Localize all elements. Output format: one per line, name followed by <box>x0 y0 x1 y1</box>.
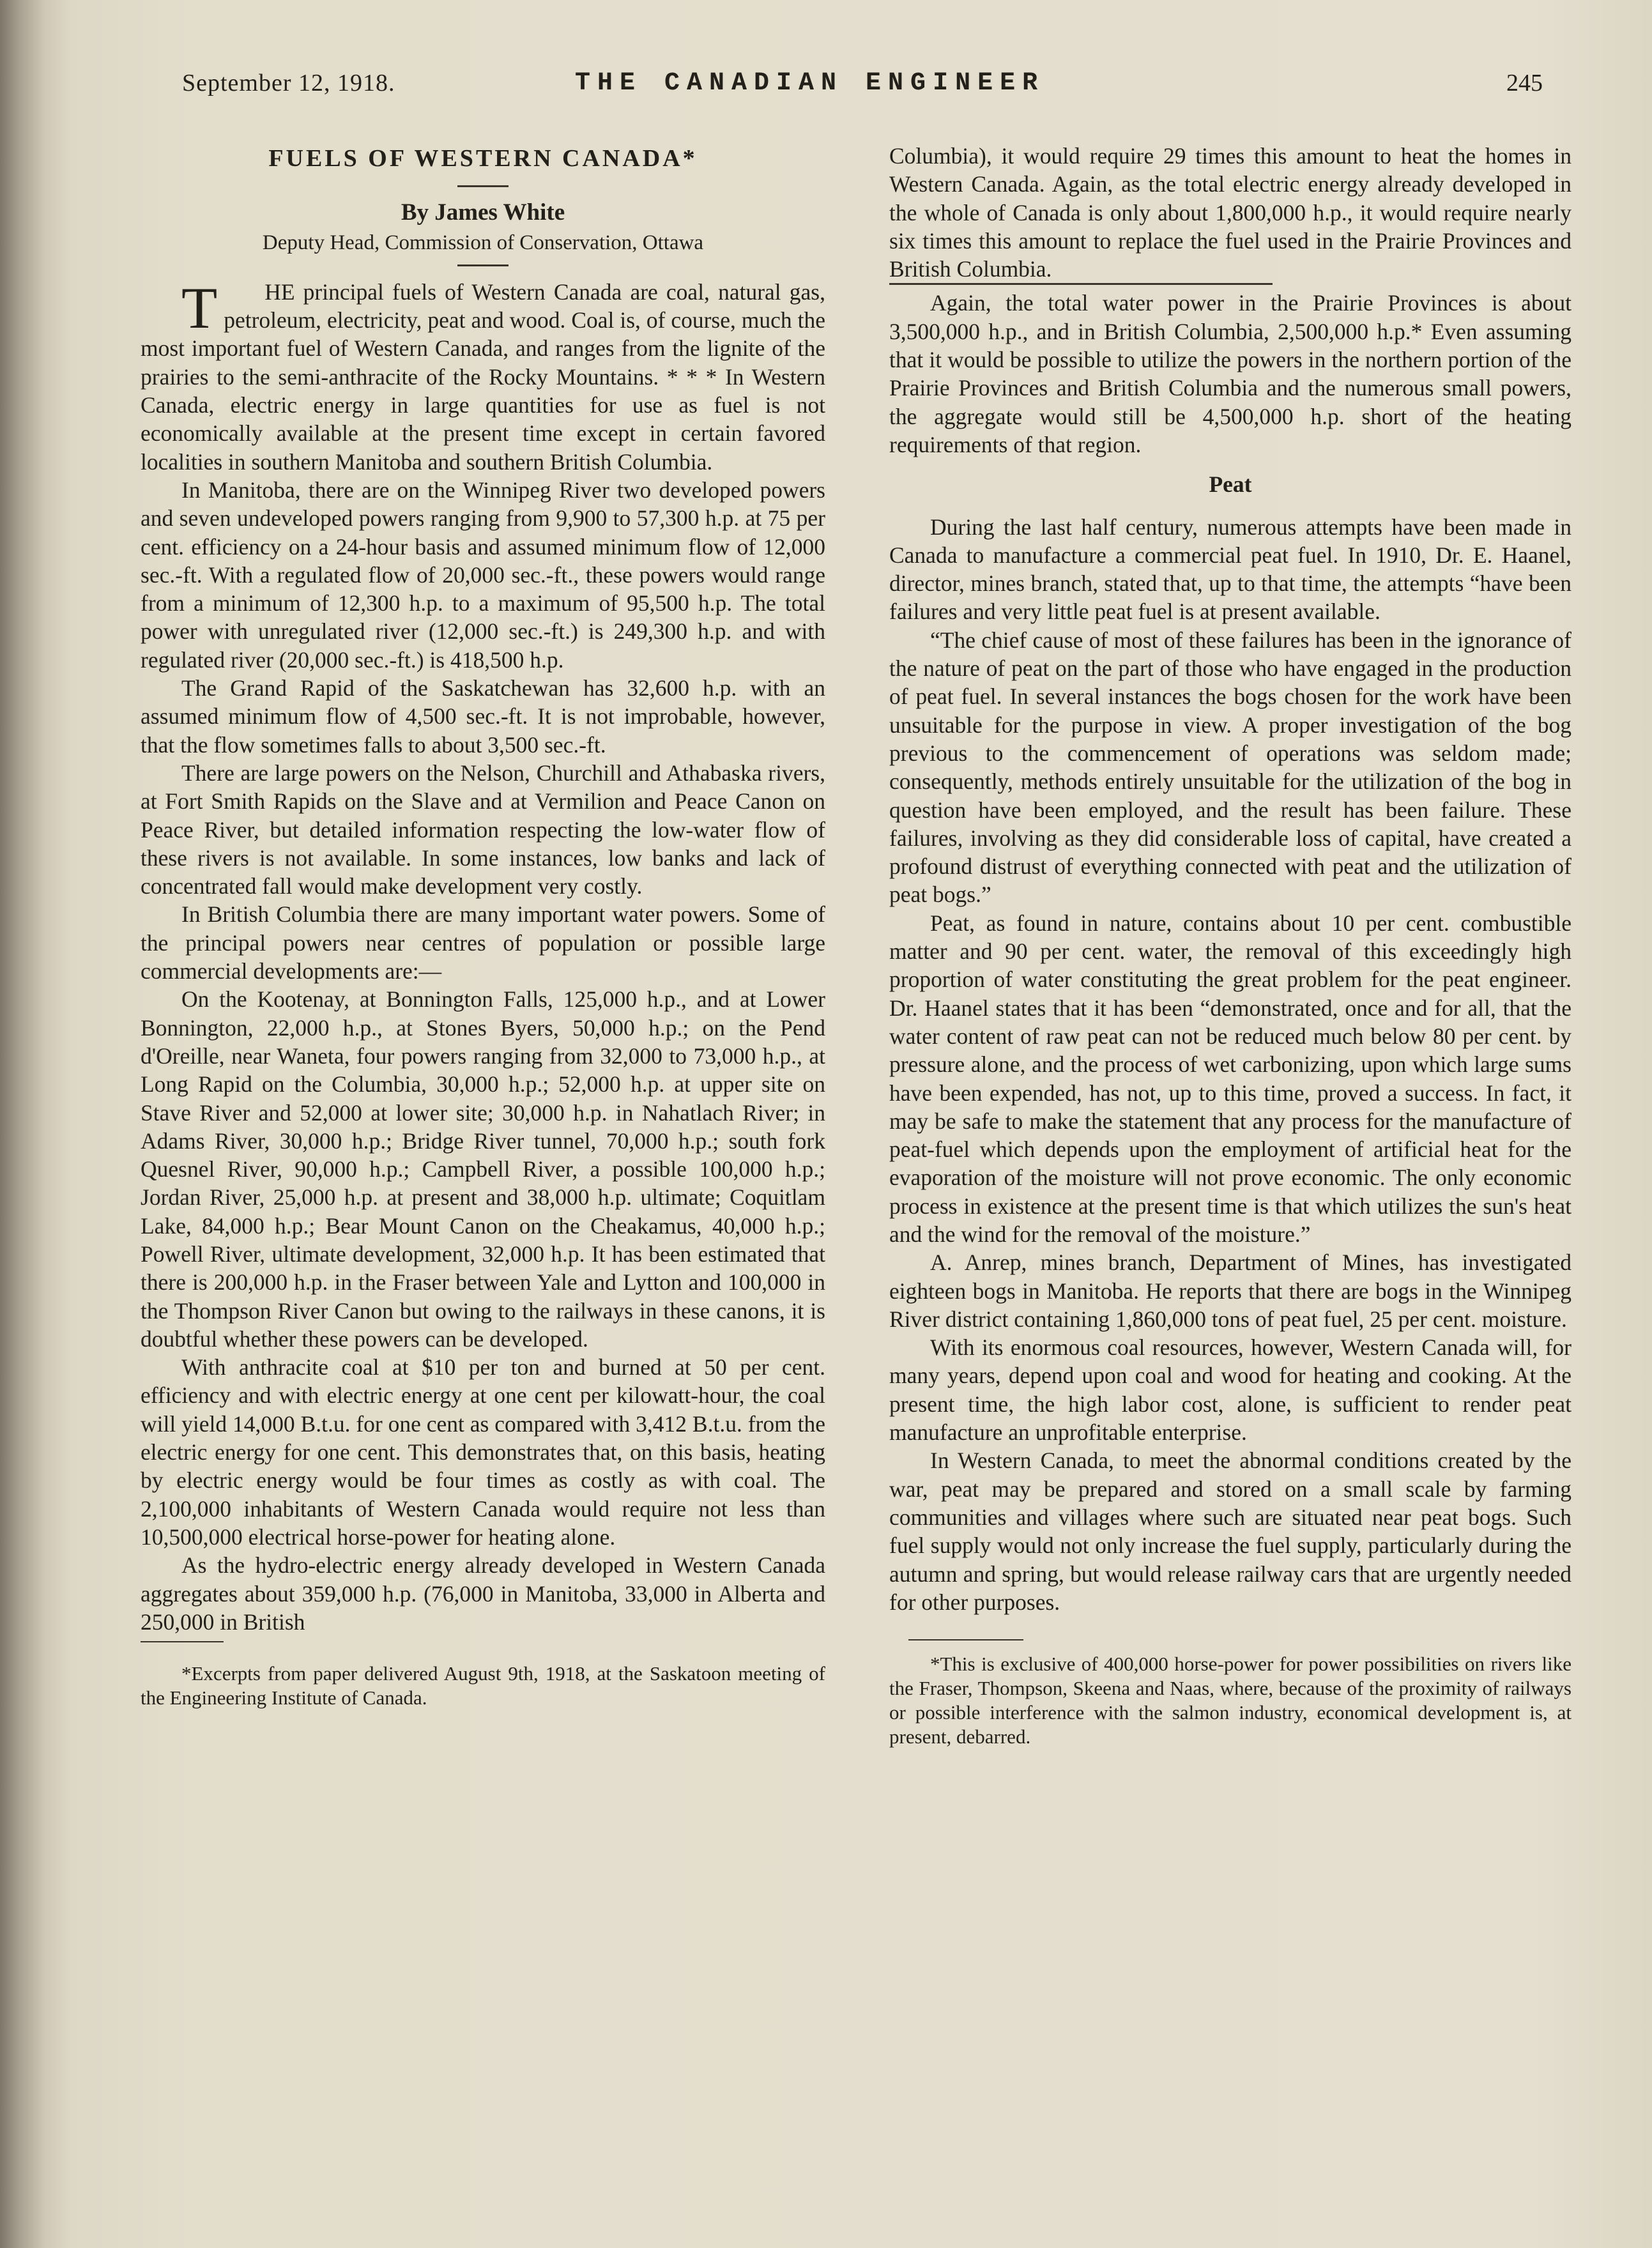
paragraph: “The chief cause of most of these failures has been in the ignorance of the nature of peat on the part of those who have engaged in the production of peat fuel. In several instances the bogs chosen for the work have been unsuitable for the purpose in view. A proper investigation of the bog previous to the commencement of operations was seldom made; consequently, methods entirely unsuitable for the utilization of the bog in question have been employed, and the result has been failure. These failures, involving as they did considerable loss of capital, have created a profound distrust of everything connected with peat and the utilization of peat bogs.” <box>889 627 1572 908</box>
section-divider <box>889 283 1273 285</box>
section-heading-peat: Peat <box>1209 471 1252 498</box>
title-divider <box>457 185 509 187</box>
paragraph: A. Anrep, mines branch, Department of Mines, has investigated eighteen bogs in Manitoba. He reports that there are bogs in the Winnipeg River district containing 1,860,000 tons of peat fuel, 25 per cent. moisture. <box>889 1250 1572 1332</box>
paragraph: Again, the total water power in the Prairie Provinces is about 3,500,000 h.p., and in British Columbia, 2,500,000 h.p.* Even assuming that it would be possible to utilize the powers in the northern portion of the Prairie Provinces and British Columbia and the numerous small powers, the aggregate would still be 4,500,000 h.p. short of the heating requirements of that region. <box>889 290 1572 457</box>
paragraph: In Manitoba, there are on the Winnipeg River two developed powers and seven undeveloped powers ranging from 9,900 to 57,300 h.p. at 75 per cent. efficiency on a 24-hour basis and assumed minimum flow of 12,000 sec.-ft. With a regulated flow of 20,000 sec.-ft., these powers would range from a minimum of 12,300 h.p. to a maximum of 95,500 h.p. The total power with unregulated river (12,000 sec.-ft.) is 249,300 h.p. and with regulated river (20,000 sec.-ft.) is 418,500 h.p. <box>141 477 825 673</box>
left-column <box>141 142 825 1710</box>
byline-divider <box>457 264 509 266</box>
footnote: *This is exclusive of 400,000 horse-power for power possibilities on rivers like the Fraser, Thompson, Skeena and Naas, where, because of the proximity of railways or possible interference with the salmon industry, economical development is, at present, debarred. <box>889 1653 1572 1748</box>
paragraph: Columbia), it would require 29 times this amount to heat the homes in Western Canada. Again, as the total electric energy already developed in the whole of Canada is only about 1,800,000 h.p., it would require nearly six times this amount to replace the fuel used in the Prairie Provinces and British Columbia. <box>889 143 1572 282</box>
paragraph: On the Kootenay, at Bonnington Falls, 125,000 h.p., and at Lower Bonnington, 22,000 h.p., at Stones Byers, 50,000 h.p.; on the Pend d'Oreille, near Waneta, four powers ranging from 32,000 to 73,000 h.p., at Long Rapid on the Columbia, 30,000 h.p.; 52,000 h.p. at upper site on Stave River and 52,000 at lower site; 30,000 h.p. in Nahatlach River; in Adams River, 30,000 h.p.; Bridge River tunnel, 70,000 h.p.; south fork Quesnel River, 90,000 h.p.; Campbell River, a possible 100,000 h.p.; Jordan River, 25,000 h.p. at present and 38,000 h.p. ultimate; Coquitlam Lake, 84,000 h.p.; Bear Mount Canon on the Cheakamus, 40,000 h.p.; Powell River, ultimate development, 32,000 h.p. It has been estimated that there is 200,000 h.p. in the Fraser between Yale and Lytton and 100,000 in the Thompson River Canon but owing to the railways in these canons, it is doubtful whether these powers can be developed. <box>141 986 825 1352</box>
footnote-divider <box>908 1639 1023 1640</box>
footnote-divider <box>141 1641 224 1642</box>
issue-date: September 12, 1918. <box>182 70 395 96</box>
article-title: FUELS OF WESTERN CANADA* <box>268 145 698 172</box>
paragraph: As the hydro-electric energy already developed in Western Canada aggregates about 359,000 h.p. (76,000 in Manitoba, 33,000 in Alberta and 250,000 in British <box>141 1552 825 1635</box>
page-number: 245 <box>1506 70 1543 96</box>
journal-title: THE CANADIAN ENGINEER <box>575 69 1045 98</box>
article-byline: By James White <box>401 199 565 226</box>
paragraph: The Grand Rapid of the Saskatchewan has 32,600 h.p. with an assumed minimum flow of 4,500 sec.-ft. It is not improbable, however, that the flow sometimes falls to about 3,500 sec.-ft. <box>141 675 825 758</box>
paragraph: T HE principal fuels of Western Canada are coal, natural gas, petroleum, electricity, peat and wood. Coal is, of course, much the most important fuel of Western Canada, and ranges from the lignite of the prairies to the semi-anthracite of the Rocky Mountains. * * * In Western Canada, electric energy in large quantities for use as fuel is not economically available at the present time except in certain favored localities in southern Manitoba and southern British Columbia. <box>141 275 825 475</box>
right-column <box>889 142 1572 1749</box>
footnote: *Excerpts from paper delivered August 9th, 1918, at the Saskatoon meeting of the Engineering Institute of Canada. <box>141 1662 825 1709</box>
drop-cap: T <box>181 275 218 340</box>
paragraph: With anthracite coal at $10 per ton and burned at 50 per cent. efficiency and with electric energy at one cent per kilowatt-hour, the coal will yield 14,000 B.t.u. for one cent as compared with 3,412 B.t.u. from the electric energy for one cent. This demonstrates that, on this basis, heating by electric energy would be four times as costly as with coal. The 2,100,000 inhabitants of Western Canada would require not less than 10,500,000 electrical horse-power for heating alone. <box>141 1354 825 1550</box>
paragraph: In British Columbia there are many important water powers. Some of the principal powers near centres of population or possible large commercial developments are:— <box>141 901 825 984</box>
paragraph: With its enormous coal resources, however, Western Canada will, for many years, depend upon coal and wood for heating and cooking. At the present time, the high labor cost, alone, is sufficient to render peat manufacture an unprofitable enterprise. <box>889 1334 1572 1446</box>
paragraph: During the last half century, numerous attempts have been made in Canada to manufacture a commercial peat fuel. In 1910, Dr. E. Haanel, director, mines branch, stated that, up to that time, the attempts “have been failures and very little peat fuel is at present available. <box>889 514 1572 625</box>
running-header <box>182 69 1543 107</box>
paragraph: Peat, as found in nature, contains about 10 per cent. combustible matter and 90 per cent. water, the removal of this exceedingly high proportion of water constituting the great problem for the peat engineer. Dr. Haanel states that it has been “demonstrated, once and for all, that the water content of raw peat can not be reduced much below 80 per cent. by pressure alone, and the process of wet carbonizing, upon which large sums have been expended, has not, up to this time, proved a success. In fact, it may be safe to make the statement that any process for the manufacture of peat-fuel which depends upon the employment of artificial heat for the evaporation of the moisture will not prove economic. The only economic process in existence at the present time is that which utilizes the sun's heat and the wind for the removal of the moisture.” <box>889 910 1572 1247</box>
paragraph: In Western Canada, to meet the abnormal conditions created by the war, peat may be prepared and stored on a small scale by farming communities and villages where such are situated near peat bogs. Such fuel supply would not only increase the fuel supply, particularly during the autumn and spring, but would release railway cars that are urgently needed for other purposes. <box>889 1448 1572 1615</box>
paragraph: There are large powers on the Nelson, Churchill and Athabaska rivers, at Fort Smith Rapids on the Slave and at Vermilion and Peace Canon on Peace River, but detailed information respecting the low-water flow of these rivers is not available. In some instances, low banks and lack of concentrated fall would make development very costly. <box>141 760 825 899</box>
author-affiliation: Deputy Head, Commission of Conservation, Ottawa <box>262 231 704 254</box>
